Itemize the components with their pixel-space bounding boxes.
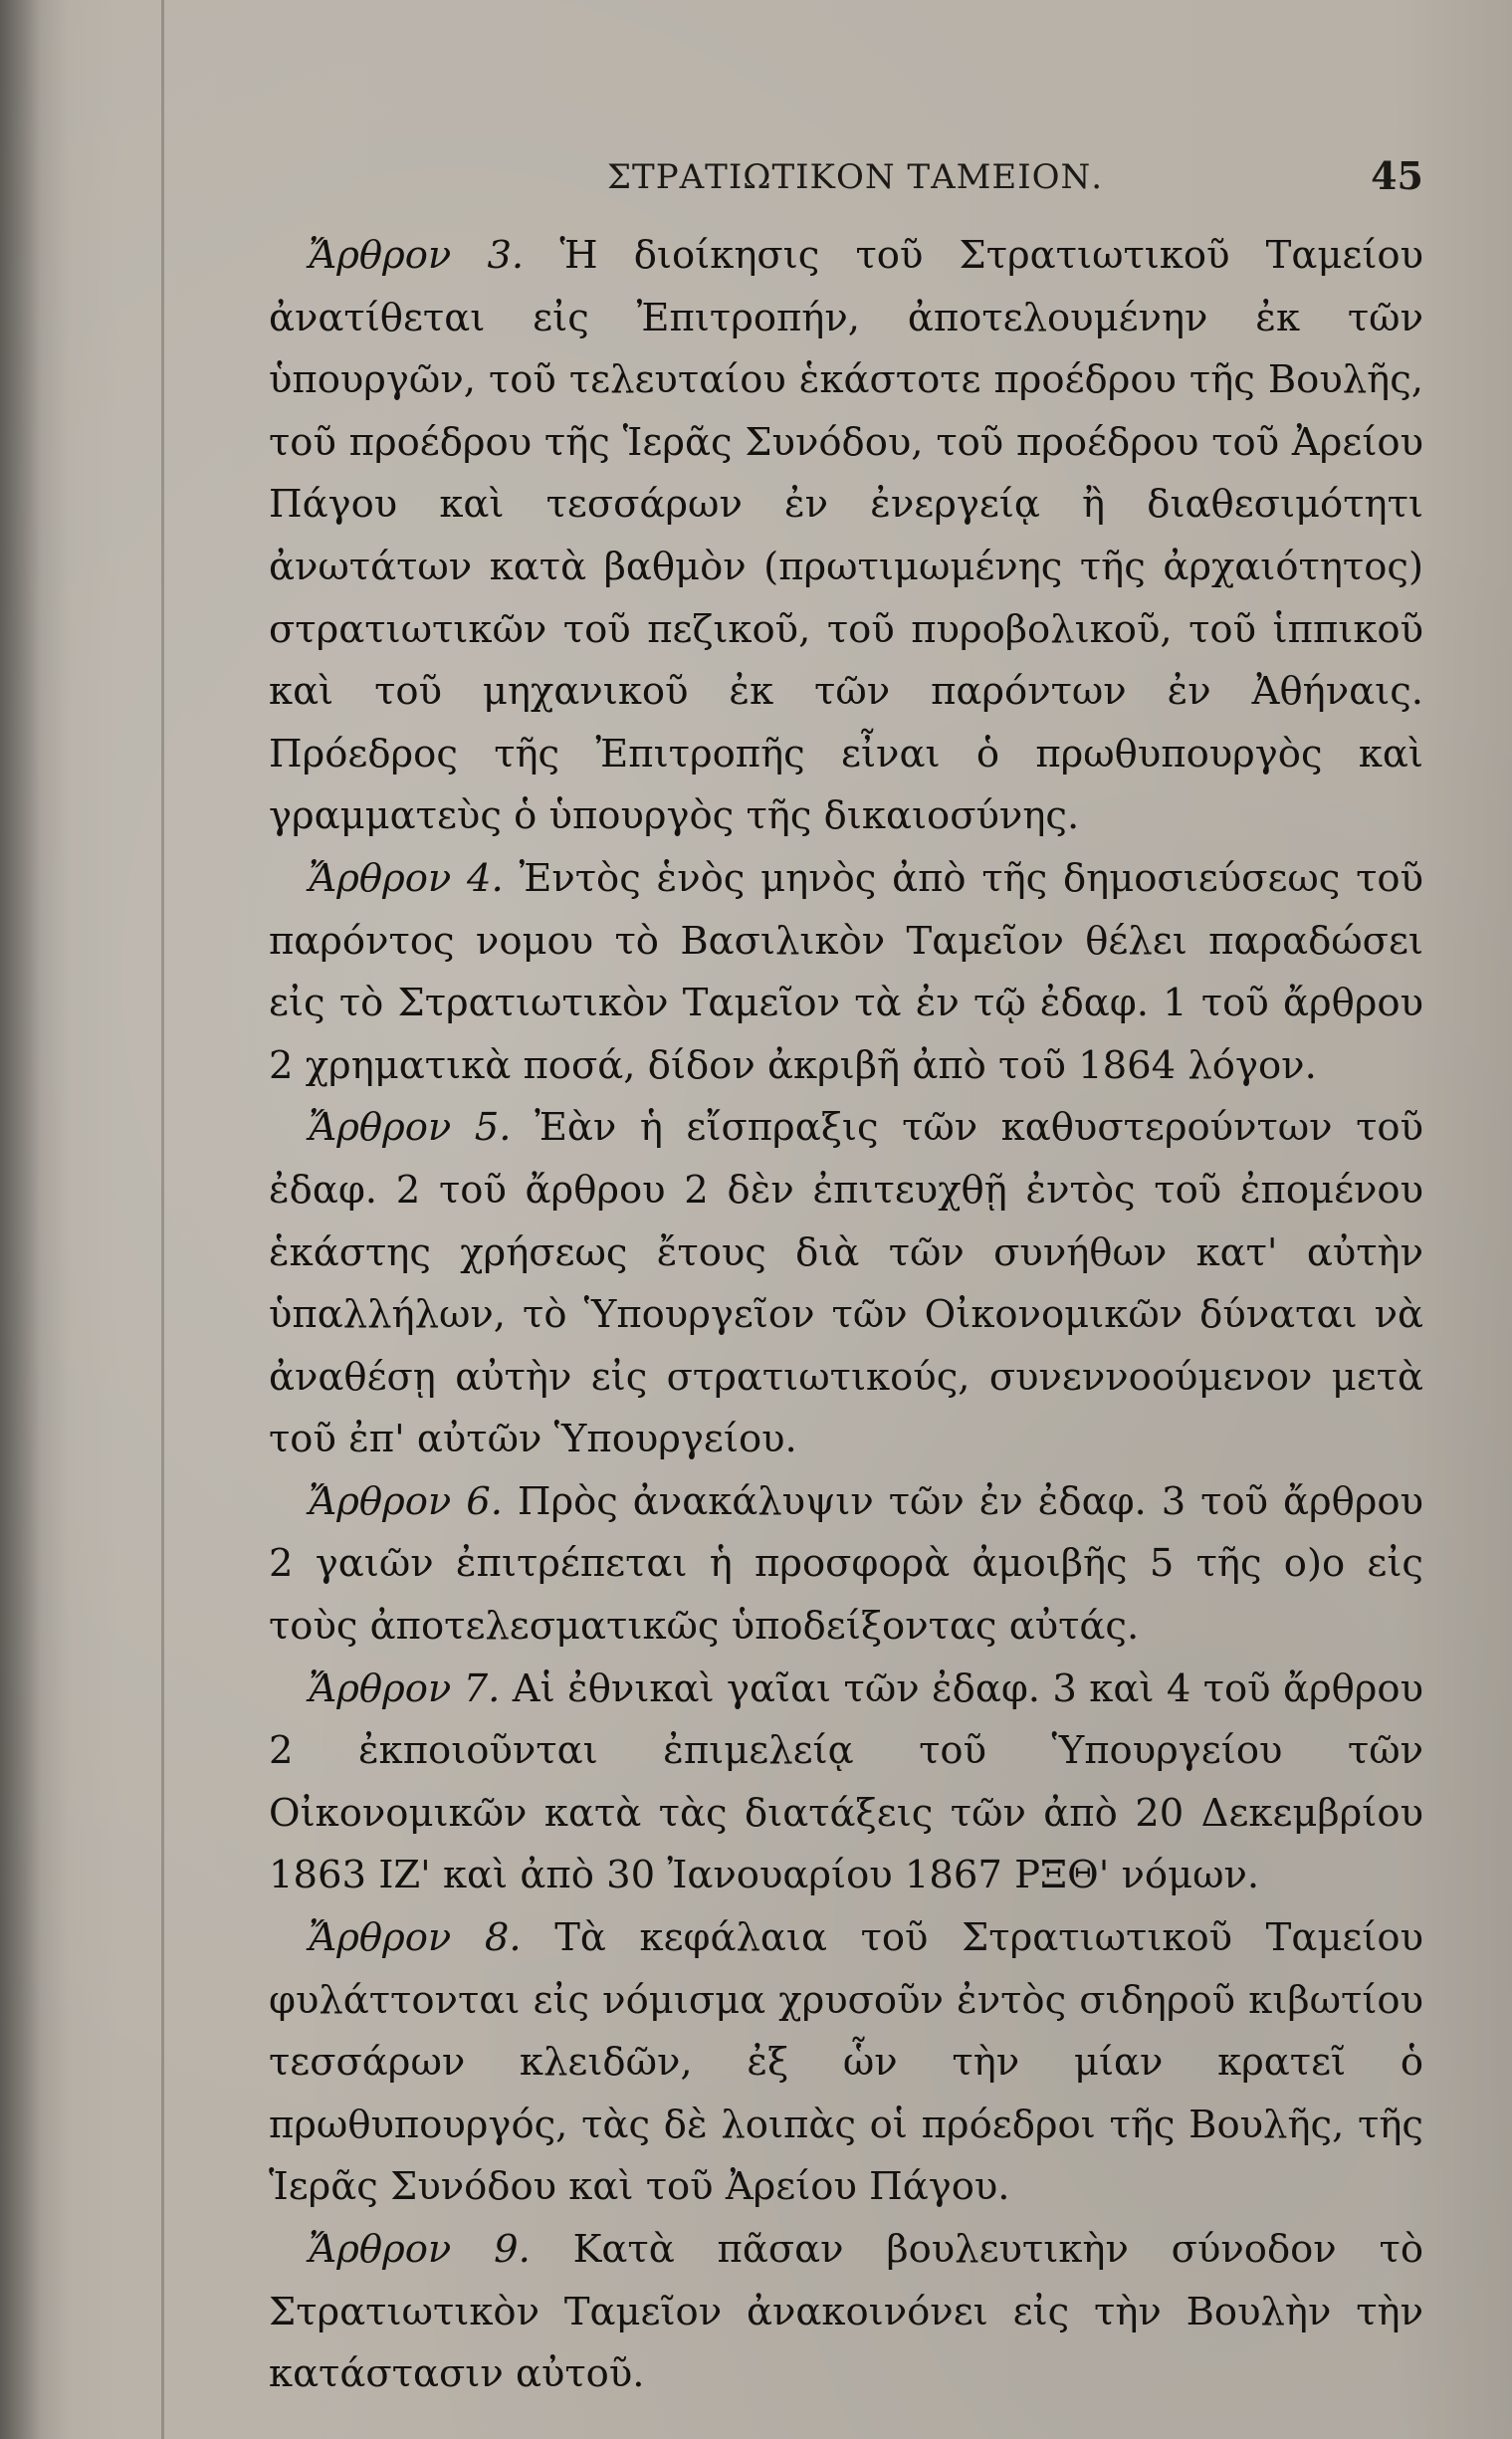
page-number: 45 xyxy=(1371,153,1423,198)
article-5 xyxy=(269,1097,1423,1471)
article-9 xyxy=(269,2219,1423,2406)
article-text: Τὰ κεφάλαια τοῦ Στρατιωτικοῦ Ταμείου φυλάττονται εἰς νόμισμα χρυσοῦν ἐντὸς σιδηροῦ κιβωτίου τεσσάρων κλειδῶν, ἐξ ὧν τὴν μίαν κρατεῖ ὁ πρωθυπουργός, τὰς δὲ λοιπὰς οἱ πρόεδροι τῆς Βουλῆς, τῆς Ἱερᾶς Συνόδου καὶ τοῦ Ἀρείου Πάγου. xyxy=(269,1915,1423,2210)
article-heading: Ἄρθρον 5. xyxy=(309,1105,512,1151)
article-7 xyxy=(269,1659,1423,1907)
article-heading: Ἄρθρον 4. xyxy=(309,855,504,901)
article-heading: Ἄρθρον 3. xyxy=(309,233,525,278)
article-text: Πρὸς ἀνακάλυψιν τῶν ἐν ἐδαφ. 3 τοῦ ἄρθρου 2 γαιῶν ἐπιτρέπεται ἡ προσφορὰ ἀμοιβῆς 5 τῆς ο)ο εἰς τοὺς ἀποτελεσματικῶς ὑποδείξοντας αὐτάς. xyxy=(269,1478,1423,1650)
article-heading: Ἄρθρον 7. xyxy=(309,1665,501,1711)
article-heading: Ἄρθρον 6. xyxy=(309,1478,503,1524)
page-header xyxy=(269,139,1423,209)
article-4 xyxy=(269,848,1423,1097)
article-3 xyxy=(269,225,1423,848)
article-text: Ἐντὸς ἑνὸς μηνὸς ἀπὸ τῆς δημοσιεύσεως τοῦ παρόντος νομου τὸ Βασιλικὸν Ταμεῖον θέλει παραδώσει εἰς τὸ Στρατιωτικὸν Ταμεῖον τὰ ἐν τῷ ἐδαφ. 1 τοῦ ἄρθρου 2 χρηματικὰ ποσά, δίδον ἀκριβῆ ἀπὸ τοῦ 1864 λόγον. xyxy=(269,855,1423,1088)
binding-shadow xyxy=(0,0,70,2439)
article-text: Αἱ ἐθνικαὶ γαῖαι τῶν ἐδαφ. 3 καὶ 4 τοῦ ἄρθρου 2 ἐκποιοῦνται ἐπιμελείᾳ τοῦ Ὑπουργείου τῶν Οἰκονομικῶν κατὰ τὰς διατάξεις τῶν ἀπὸ 20 Δεκεμβρίου 1863 ΙΖ' καὶ ἀπὸ 30 Ἰανουαρίου 1867 ΡΞΘ' νόμων. xyxy=(269,1665,1423,1898)
binding-edge xyxy=(161,0,164,2439)
article-text: Ἡ διοίκησις τοῦ Στρατιωτικοῦ Ταμείου ἀνατίθεται εἰς Ἐπιτροπήν, ἀποτελουμένην ἐκ τῶν ὑπουργῶν, τοῦ τελευταίου ἑκάστοτε προέδρου τῆς Βουλῆς, τοῦ προέδρου τῆς Ἱερᾶς Συνόδου, τοῦ προέδρου τοῦ Ἀρείου Πάγου καὶ τεσσάρων ἐν ἐνεργείᾳ ἢ διαθεσιμότητι ἀνωτάτων κατὰ βαθμὸν (πρωτιμωμένης τῆς ἀρχαιότητος) στρατιωτικῶν τοῦ πεζικοῦ, τοῦ πυροβολικοῦ, τοῦ ἱππικοῦ καὶ τοῦ μηχανικοῦ ἐκ τῶν παρόντων ἐν Ἀθήναις. Πρόεδρος τῆς Ἐπιτροπῆς εἶναι ὁ πρωθυπουργὸς καὶ γραμματεὺς ὁ ὑπουργὸς τῆς δικαιοσύνης. xyxy=(269,233,1423,839)
article-heading: Ἄρθρον 9. xyxy=(309,2227,531,2272)
article-8 xyxy=(269,1907,1423,2219)
article-6 xyxy=(269,1471,1423,1659)
article-text: Κατὰ πᾶσαν βουλευτικὴν σύνοδον τὸ Στρατιωτικὸν Ταμεῖον ἀνακοινόνει εἰς τὴν Βουλὴν τὴν κατάστασιν αὐτοῦ. xyxy=(269,2227,1424,2397)
article-heading: Ἄρθρον 8. xyxy=(309,1915,522,1961)
running-title: ΣΤΡΑΤΙΩΤΙΚΟΝ ΤΑΜΕΙΟΝ. xyxy=(607,157,1104,197)
article-text: Ἐὰν ἡ εἴσπραξις τῶν καθυστερούντων τοῦ ἐδαφ. 2 τοῦ ἄρθρου 2 δὲν ἐπιτευχθῇ ἐντὸς τοῦ ἐπομένου ἑκάστης χρήσεως ἔτους διὰ τῶν συνήθων κατ' αὐτὴν ὑπαλλήλων, τὸ Ὑπουργεῖον τῶν Οἰκονομικῶν δύναται νὰ ἀναθέσῃ αὐτὴν εἰς στρατιωτικούς, συνεννοούμενον μετὰ τοῦ ἐπ' αὐτῶν Ὑπουργείου. xyxy=(269,1105,1423,1462)
page-body xyxy=(269,225,1423,2406)
